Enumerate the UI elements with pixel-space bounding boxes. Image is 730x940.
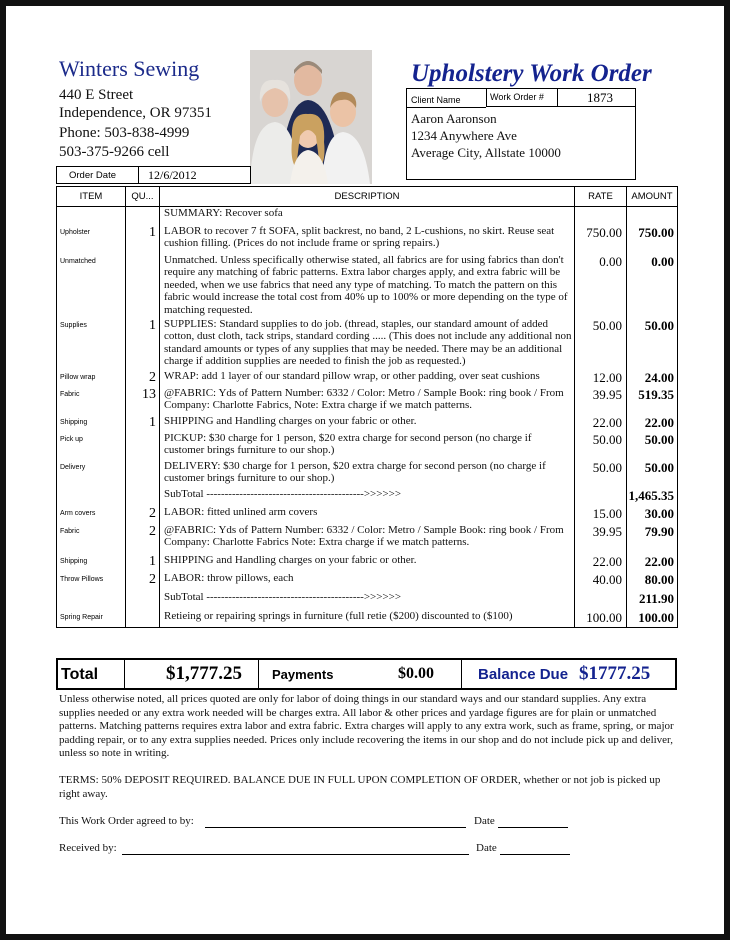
family-photo [250, 50, 372, 184]
row-qty-cell[interactable]: 13 [126, 387, 160, 415]
received-date-label: Date [476, 842, 497, 854]
row-rate-cell[interactable]: 22.00 [575, 415, 627, 432]
table-row [57, 554, 678, 572]
table-row [57, 318, 678, 370]
company-address: 440 E Street [59, 87, 134, 103]
row-rate-cell[interactable]: 22.00 [575, 554, 627, 572]
row-description-cell[interactable]: LABOR: throw pillows, each [160, 572, 575, 591]
row-amount-cell: 0.00 [627, 254, 678, 318]
row-description-cell[interactable]: SHIPPING and Handling charges on your fabric or other. [160, 554, 575, 572]
header-qty: QU... [126, 187, 160, 207]
agreed-date-label: Date [474, 815, 495, 827]
table-body [57, 207, 678, 628]
row-rate-cell[interactable] [575, 488, 627, 506]
row-item-cell[interactable] [57, 207, 126, 225]
row-amount-cell: 80.00 [627, 572, 678, 591]
row-qty-cell[interactable]: 2 [126, 506, 160, 524]
row-item-cell[interactable]: Fabric [57, 524, 126, 554]
payments-divider-left [258, 660, 259, 688]
row-item-cell[interactable]: Unmatched [57, 254, 126, 318]
table-row [57, 387, 678, 415]
table-header-row [57, 187, 678, 207]
row-item-cell[interactable]: Fabric [57, 387, 126, 415]
received-date-line[interactable] [500, 854, 570, 855]
company-name: Winters Sewing [59, 56, 200, 81]
row-item-cell[interactable]: Shipping [57, 554, 126, 572]
row-description-cell[interactable]: SubTotal ------------------------------------------->>>>>> [160, 488, 575, 506]
header-item: ITEM [57, 187, 126, 207]
row-rate-cell[interactable]: 50.00 [575, 460, 627, 488]
row-rate-cell[interactable]: 15.00 [575, 506, 627, 524]
client-address[interactable]: 1234 Anywhere Ave [411, 128, 517, 143]
row-qty-cell[interactable]: 1 [126, 554, 160, 572]
row-amount-cell: 79.90 [627, 524, 678, 554]
order-date-box [56, 166, 251, 184]
row-rate-cell[interactable]: 50.00 [575, 318, 627, 370]
row-description-cell[interactable]: Retieing or repairing springs in furniture (full retie ($200) discounted to ($100) [160, 610, 575, 628]
terms-notes: Unless otherwise noted, all prices quoted are only for labor of doing things in our standard ways and our standard supplies. Any extra supplies needed or any extra work needed will be charges extra. All labor & other prices and yardage figures are for plain or unmatched patterns. Matching patterns requires extra labor and extra fabric. Extra charges will apply to any extra work, such as frame, spring, or major padding repair, or to any extra supplies needed. Prices only include recovering the items in our shop and do not include pick up and deliver, unless so note in writing. [59, 693, 674, 759]
row-qty-cell[interactable] [126, 591, 160, 610]
table-row [57, 506, 678, 524]
row-amount-cell: 22.00 [627, 415, 678, 432]
row-description-cell[interactable]: PICKUP: $30 charge for 1 person, $20 extra charge for second person (no charge if customer brings furniture to our shop.) [160, 432, 575, 460]
row-rate-cell[interactable]: 0.00 [575, 254, 627, 318]
table-row [57, 460, 678, 488]
row-item-cell[interactable]: Pillow wrap [57, 370, 126, 387]
balance-due-label: Balance Due [478, 666, 569, 683]
payments-divider-right [461, 660, 462, 688]
family-photo-icon [250, 50, 372, 184]
row-amount-cell: 750.00 [627, 225, 678, 254]
row-item-cell[interactable]: Throw Pillows [57, 572, 126, 591]
row-qty-cell[interactable] [126, 610, 160, 628]
row-description-cell[interactable]: SUPPLIES: Standard supplies to do job. (thread, staples, our standard amount of added cotton, dust cloth, tack strips, standard cording ..... (This does not include any additional non standard amounts or types of any supplies that may be needed. There may be an additional charge if addition supplies are needed to finish the job as requested.) [160, 318, 575, 370]
row-rate-cell[interactable]: 50.00 [575, 432, 627, 460]
row-amount-cell: 24.00 [627, 370, 678, 387]
row-qty-cell[interactable]: 1 [126, 318, 160, 370]
row-qty-cell[interactable] [126, 432, 160, 460]
balance-due-value: $1777.25 [579, 663, 651, 684]
company-cell: 503-375-9266 cell [59, 144, 170, 160]
row-amount-cell: 211.90 [627, 591, 678, 610]
client-label-underline [407, 107, 486, 108]
row-amount-cell: 50.00 [627, 318, 678, 370]
payment-terms: TERMS: 50% DEPOSIT REQUIRED. BALANCE DUE IN FULL UPON COMPLETION OF ORDER, whether or not job is picked up right away. [59, 774, 661, 800]
work-order-number-box [486, 89, 636, 107]
row-description-cell[interactable]: WRAP: add 1 layer of our standard pillow wrap, or other padding, over seat cushions [160, 370, 575, 387]
company-city: Independence, OR 97351 [59, 105, 212, 121]
agreed-by-signature-line[interactable] [205, 827, 466, 828]
row-item-cell[interactable]: Delivery [57, 460, 126, 488]
table-row [57, 488, 678, 506]
row-rate-cell[interactable]: 12.00 [575, 370, 627, 387]
row-amount-cell: 30.00 [627, 506, 678, 524]
work-order-number[interactable]: 1873 [587, 90, 613, 105]
row-qty-cell[interactable]: 1 [126, 415, 160, 432]
row-item-cell[interactable]: Arm covers [57, 506, 126, 524]
row-qty-cell[interactable] [126, 207, 160, 225]
agreed-date-line[interactable] [498, 827, 568, 828]
row-description-cell[interactable]: LABOR to recover 7 ft SOFA, split backrest, no band, 2 L-cushions, no skirt. Reuse seat cushion filling. (Prices do not include frame or spring repairs.) [160, 225, 575, 254]
row-qty-cell[interactable]: 1 [126, 225, 160, 254]
row-item-cell[interactable] [57, 488, 126, 506]
row-description-cell[interactable]: DELIVERY: $30 charge for 1 person, $20 extra charge for second person (no charge if customer brings furniture to our shop.) [160, 460, 575, 488]
row-amount-cell: 100.00 [627, 610, 678, 628]
row-description-cell[interactable]: @FABRIC: Yds of Pattern Number: 6332 / Color: Metro / Sample Book: ring book / From Company: Charlotte Fabrics, Note: Extra charge if we match patterns. [160, 387, 575, 415]
row-amount-cell: 519.35 [627, 387, 678, 415]
row-item-cell[interactable]: Spring Repair [57, 610, 126, 628]
table-row [57, 591, 678, 610]
row-description-cell[interactable]: SUMMARY: Recover sofa [160, 207, 575, 225]
row-item-cell[interactable]: Pick up [57, 432, 126, 460]
row-qty-cell[interactable] [126, 488, 160, 506]
company-phone: Phone: 503-838-4999 [59, 125, 190, 141]
row-amount-cell: 50.00 [627, 432, 678, 460]
row-amount-cell [627, 207, 678, 225]
row-rate-cell[interactable] [575, 591, 627, 610]
order-date-value[interactable]: 12/6/2012 [148, 168, 197, 182]
row-rate-cell[interactable] [575, 207, 627, 225]
received-by-signature-line[interactable] [122, 854, 469, 855]
row-description-cell[interactable]: @FABRIC: Yds of Pattern Number: 6332 / Color: Metro / Sample Book: ring book / From Company: Charlotte Fabrics Note: Extra charge if we match patterns. [160, 524, 575, 554]
total-divider [124, 660, 125, 688]
row-description-cell[interactable]: SubTotal ------------------------------------------->>>>>> [160, 591, 575, 610]
order-date-label: Order Date [69, 170, 116, 181]
row-qty-cell[interactable] [126, 254, 160, 318]
row-description-cell[interactable]: Unmatched. Unless specifically otherwise stated, all fabrics are for using fabrics than don't require any matching of fabric patterns. Extra labor charges apply, and extra fabric will be needed, when we use fabrics that need any type of matching. To match the pattern on this fabric would increase the total cost from 40% up to 100% or more depending on the type of matching requested. [160, 254, 575, 318]
table-row [57, 415, 678, 432]
row-qty-cell[interactable]: 2 [126, 370, 160, 387]
table-row [57, 524, 678, 554]
row-item-cell[interactable]: Upholster [57, 225, 126, 254]
work-order-divider [557, 89, 558, 106]
table-row [57, 610, 678, 628]
header-description: DESCRIPTION [160, 187, 575, 207]
client-name[interactable]: Aaron Aaronson [411, 111, 497, 126]
header-amount: AMOUNT [627, 187, 678, 207]
table-row [57, 370, 678, 387]
client-name-label: Client Name [411, 95, 461, 105]
row-rate-cell[interactable]: 40.00 [575, 572, 627, 591]
table-row [57, 207, 678, 225]
row-amount-cell: 1,465.35 [627, 488, 678, 506]
form-title: Upholstery Work Order [411, 60, 652, 87]
work-order-label: Work Order # [490, 92, 544, 102]
table-row [57, 225, 678, 254]
client-city[interactable]: Average City, Allstate 10000 [411, 145, 561, 160]
table-row [57, 432, 678, 460]
total-label: Total [61, 666, 99, 683]
total-value: $1,777.25 [166, 663, 242, 684]
table-row [57, 572, 678, 591]
received-by-label: Received by: [59, 842, 117, 854]
payments-value[interactable]: $0.00 [398, 665, 434, 682]
row-amount-cell: 50.00 [627, 460, 678, 488]
row-qty-cell[interactable] [126, 460, 160, 488]
row-description-cell[interactable]: SHIPPING and Handling charges on your fabric or other. [160, 415, 575, 432]
line-items-table [56, 186, 678, 628]
row-item-cell[interactable]: Shipping [57, 415, 126, 432]
row-qty-cell[interactable]: 2 [126, 572, 160, 591]
row-item-cell[interactable]: Supplies [57, 318, 126, 370]
row-description-cell[interactable]: LABOR: fitted unlined arm covers [160, 506, 575, 524]
row-rate-cell[interactable]: 100.00 [575, 610, 627, 628]
payments-label: Payments [272, 667, 334, 682]
client-box [406, 88, 636, 180]
totals-bar [56, 658, 677, 690]
order-date-divider [138, 167, 139, 183]
header-rate: RATE [575, 187, 627, 207]
row-item-cell[interactable] [57, 591, 126, 610]
agreed-by-label: This Work Order agreed to by: [59, 815, 194, 827]
row-rate-cell[interactable]: 39.95 [575, 524, 627, 554]
row-rate-cell[interactable]: 750.00 [575, 225, 627, 254]
row-qty-cell[interactable]: 2 [126, 524, 160, 554]
row-amount-cell: 22.00 [627, 554, 678, 572]
row-rate-cell[interactable]: 39.95 [575, 387, 627, 415]
table-row [57, 254, 678, 318]
